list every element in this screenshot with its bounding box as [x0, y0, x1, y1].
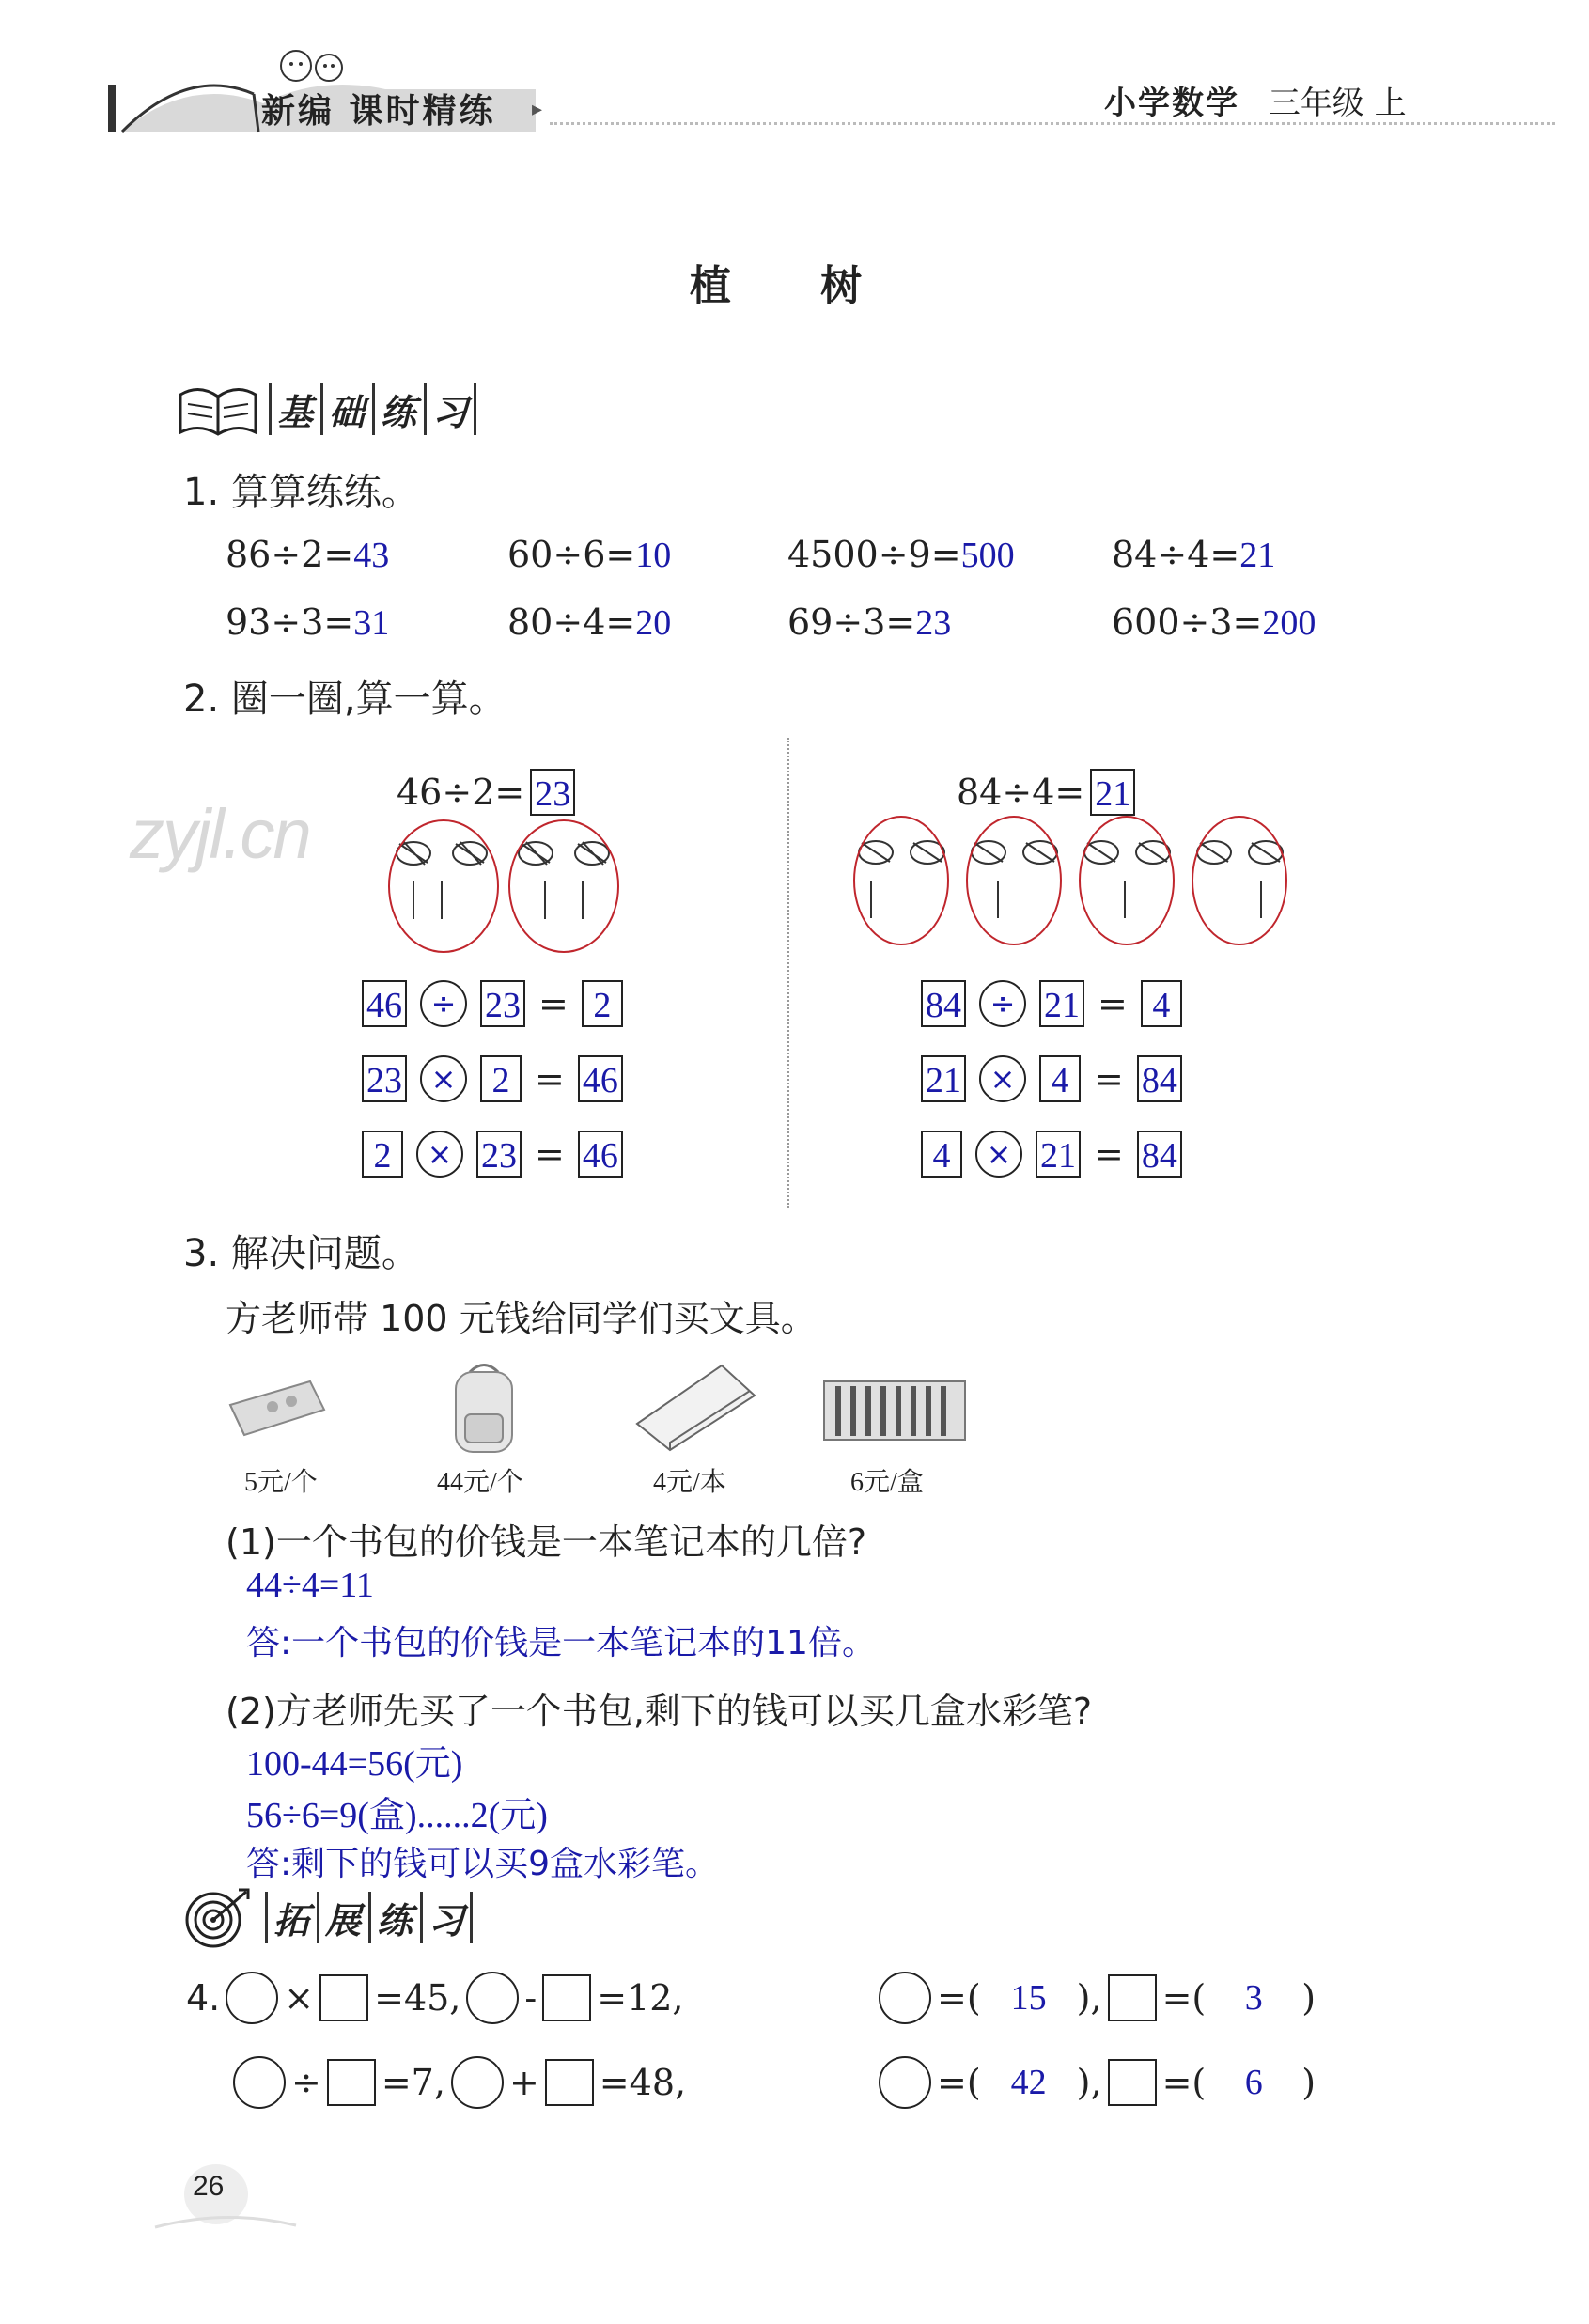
section-extend-char: 拓	[265, 1892, 315, 1943]
equals-sign: =	[1094, 1133, 1124, 1175]
q1-item	[1112, 534, 1275, 576]
q2-right-row	[921, 1055, 1182, 1102]
section-extend-char: 练	[368, 1892, 418, 1943]
open-book-icon	[177, 376, 259, 442]
q1-answer: 200	[1262, 603, 1316, 643]
q2-box: 23	[480, 980, 525, 1027]
q1-expr: 600÷3=	[1112, 601, 1263, 643]
notebook-icon	[628, 1358, 759, 1452]
q3-sub2-answer: 答:剩下的钱可以买9盒水彩笔。	[246, 1845, 720, 1883]
q2-box: 4	[1141, 980, 1182, 1027]
q1-expr: 80÷4=	[507, 601, 636, 643]
q2-box: 21	[921, 1055, 966, 1102]
circle-blank	[466, 1972, 519, 2024]
item-price: 6元/盒	[850, 1468, 924, 1497]
q2-box: 84	[1137, 1055, 1182, 1102]
section-basic-header	[177, 376, 478, 442]
section-basic-char: 习	[424, 383, 476, 435]
q1-expr: 93÷3=	[226, 601, 354, 643]
circle-symbol	[879, 1972, 931, 2024]
circle-blank	[233, 2056, 286, 2109]
q2-box: 46	[578, 1131, 623, 1178]
q2-box: 2	[480, 1055, 522, 1102]
page-number-decoration	[150, 2152, 301, 2237]
q2-op-circle: ÷	[979, 980, 1026, 1027]
page-number: 26	[193, 2171, 225, 2202]
section-basic-title	[269, 383, 478, 435]
q3-intro: 方老师带 100 元钱给同学们买文具。	[226, 1298, 817, 1339]
q1-answer: 20	[635, 603, 672, 643]
q2-right-row	[921, 1131, 1182, 1178]
q3-sub1-answer: 答:一个书包的价钱是一本笔记本的11倍。	[246, 1624, 876, 1662]
equals-sign: =	[535, 1058, 565, 1100]
q3-sub2-solution: 56÷6=9(盒)......2(元)	[246, 1796, 548, 1835]
square-symbol	[1108, 1974, 1157, 2021]
q2-left-answer-box: 23	[530, 769, 575, 816]
pencil-case-icon	[226, 1367, 329, 1443]
q1-item	[226, 601, 389, 644]
equals-sign: =	[538, 983, 569, 1024]
q2-right-equation	[957, 769, 1135, 816]
q2-box: 23	[476, 1131, 522, 1178]
circle-symbol	[879, 2056, 931, 2109]
page-title: 植 树	[689, 262, 900, 310]
equals-sign: =	[1094, 1058, 1124, 1100]
q4-paren-open: =(	[937, 2062, 981, 2103]
q4-paren-open: =(	[937, 1977, 981, 2019]
square-blank	[542, 1974, 591, 2021]
q2-op-circle: ×	[420, 1055, 467, 1102]
q1-answer: 43	[353, 536, 390, 575]
q2-box: 2	[582, 980, 623, 1027]
section-basic-char: 基	[269, 383, 319, 435]
q4-paren-close: )	[1301, 1977, 1316, 2019]
q2-op-circle: ×	[416, 1131, 463, 1178]
q4-paren-close: ),	[1076, 2062, 1102, 2103]
q4-row-1	[186, 1972, 684, 2024]
q4-result: =7,	[381, 2062, 445, 2103]
target-icon	[180, 1884, 256, 1950]
q2-box: 2	[362, 1131, 403, 1178]
q2-op-circle: ×	[979, 1055, 1026, 1102]
q1-item	[787, 534, 1015, 576]
q2-box: 21	[1039, 980, 1084, 1027]
q1-item	[787, 601, 951, 644]
q2-left-expr: 46÷2=	[397, 772, 525, 813]
q4-result: =12,	[597, 1977, 684, 2019]
backpack-icon	[442, 1358, 526, 1461]
header-divider	[550, 122, 1555, 125]
q1-expr: 4500÷9=	[787, 534, 961, 575]
section-extend-char: 习	[420, 1892, 473, 1943]
q1-item	[226, 534, 389, 576]
q4-paren-open: =(	[1161, 2062, 1207, 2103]
q2-box: 4	[1039, 1055, 1081, 1102]
section-extend-header	[180, 1884, 475, 1950]
q1-answer: 21	[1239, 536, 1276, 575]
q4-operator: -	[524, 1977, 537, 2019]
square-symbol	[1108, 2059, 1157, 2106]
q2-op-circle: ×	[975, 1131, 1022, 1178]
square-blank	[319, 1974, 368, 2021]
q2-box: 21	[1036, 1131, 1081, 1178]
q1-item	[507, 601, 671, 644]
q2-left-row	[362, 1131, 623, 1178]
section-basic-char: 练	[372, 383, 422, 435]
q2-right-row	[921, 980, 1182, 1027]
square-blank	[545, 2059, 594, 2106]
q4-answer-row-1	[879, 1972, 1316, 2024]
q4-row-2	[233, 2056, 686, 2109]
q1-item	[507, 534, 671, 576]
q4-circle-answer: 42	[1010, 2063, 1047, 2102]
item-price: 4元/本	[653, 1468, 726, 1497]
q1-title: 1. 算算练练。	[183, 471, 419, 514]
q1-answer: 31	[353, 603, 390, 643]
q4-operator: ×	[284, 1977, 315, 2019]
q2-left-equation	[397, 769, 575, 816]
square-blank	[327, 2059, 376, 2106]
q2-divider	[787, 738, 789, 1208]
header-subject	[1104, 77, 1407, 123]
q2-title: 2. 圈一圈,算一算。	[183, 678, 506, 721]
q1-answer: 23	[915, 603, 952, 643]
watercolor-pens-icon	[819, 1372, 970, 1447]
circle-blank	[451, 2056, 504, 2109]
q3-title: 3. 解决问题。	[183, 1232, 419, 1275]
q1-expr: 60÷6=	[507, 534, 636, 575]
q2-right-answer-box: 21	[1090, 769, 1135, 816]
q2-left-row	[362, 980, 623, 1027]
equals-sign: =	[1098, 983, 1128, 1024]
q4-operator: ÷	[291, 2062, 321, 2103]
item-price: 44元/个	[437, 1468, 523, 1497]
q4-paren-open: =(	[1161, 1977, 1207, 2019]
q1-answer: 10	[635, 536, 672, 575]
circle-blank	[226, 1972, 278, 2024]
q3-sub2-question: (2)方老师先买了一个书包,剩下的钱可以买几盒水彩笔?	[226, 1691, 1093, 1732]
q2-right-circled-tens	[848, 810, 1289, 951]
q1-expr: 69÷3=	[787, 601, 916, 643]
q4-square-answer: 3	[1244, 1978, 1263, 2018]
q4-result: =48,	[599, 2062, 687, 2103]
q2-left-circled-tens	[385, 816, 630, 957]
q4-operator: +	[508, 2062, 539, 2103]
q2-right-table	[921, 980, 1182, 1178]
q2-box: 46	[362, 980, 407, 1027]
subject-label: 小学数学	[1104, 85, 1239, 122]
q4-paren-close: ),	[1076, 1977, 1102, 2019]
section-extend-char: 展	[317, 1892, 366, 1943]
q2-box: 46	[578, 1055, 623, 1102]
q2-box: 84	[1137, 1131, 1182, 1178]
q4-paren-close: )	[1301, 2062, 1316, 2103]
q1-item	[1112, 601, 1316, 644]
q1-expr: 84÷4=	[1112, 534, 1240, 575]
q3-sub2-solution: 100-44=56(元)	[246, 1744, 463, 1784]
q4-number: 4.	[186, 1977, 221, 2019]
q2-right-expr: 84÷4=	[957, 772, 1085, 813]
q3-sub1-solution: 44÷4=11	[246, 1566, 374, 1605]
equals-sign: =	[535, 1133, 565, 1175]
q2-left-row	[362, 1055, 623, 1102]
q1-expr: 86÷2=	[226, 534, 354, 575]
q3-sub1-question: (1)一个书包的价钱是一本笔记本的几倍?	[226, 1521, 866, 1563]
series-title: 新编 课时精练	[261, 92, 496, 131]
watermark: zyjl.cn	[130, 795, 310, 873]
q4-answer-row-2	[879, 2056, 1316, 2109]
q2-box: 84	[921, 980, 966, 1027]
item-price: 5元/个	[244, 1468, 318, 1497]
q2-box: 4	[921, 1131, 962, 1178]
q4-circle-answer: 15	[1010, 1978, 1047, 2018]
section-basic-char: 础	[320, 383, 370, 435]
q2-box: 23	[362, 1055, 407, 1102]
q4-result: =45,	[374, 1977, 461, 2019]
grade-label: 三年级 上	[1268, 85, 1407, 122]
q2-left-table	[362, 980, 623, 1178]
section-extend-title	[265, 1892, 475, 1943]
header-arrow-icon: ▸	[532, 98, 543, 121]
q2-op-circle: ÷	[420, 980, 467, 1027]
q1-answer: 500	[960, 536, 1015, 575]
q4-square-answer: 6	[1244, 2063, 1263, 2102]
